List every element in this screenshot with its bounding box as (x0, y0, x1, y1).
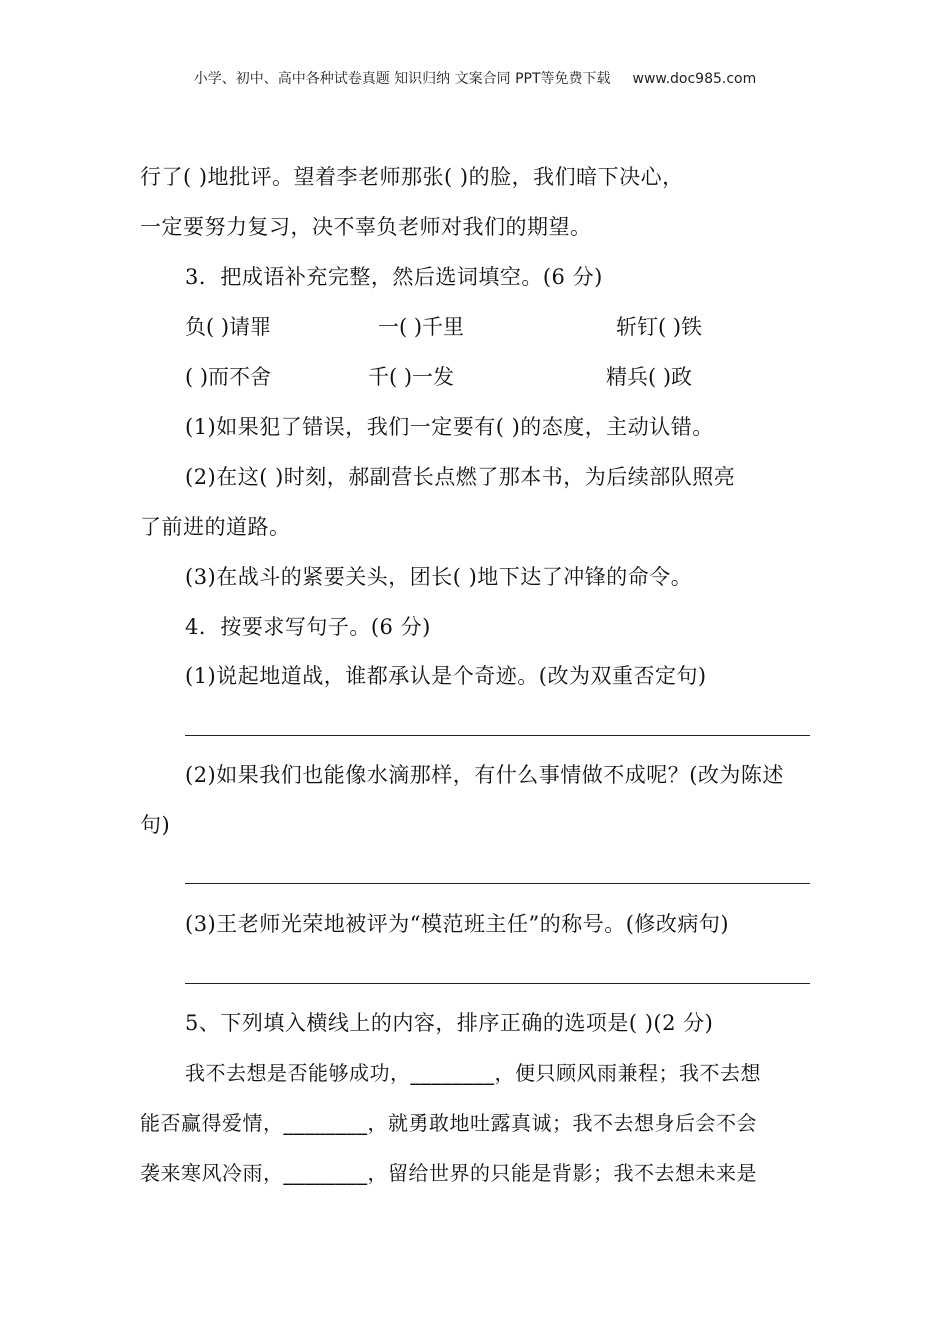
header-url: www.doc985.com (632, 71, 757, 87)
answer-line (185, 983, 810, 984)
page-header (0, 68, 950, 88)
q3-sentence-1: (1)如果犯了错误，我们一定要有( )的态度，主动认错。 (185, 415, 714, 439)
answer-line (185, 883, 810, 884)
paragraph-line: 一定要努力复习，决不辜负老师对我们的期望。 (140, 215, 592, 239)
paragraph-line: 行了( )地批评。望着李老师那张( )的脸，我们暗下决心， (140, 165, 684, 189)
idiom-blank: 千( )一发 (368, 365, 455, 389)
q4-sentence-2-cont: 句) (140, 813, 171, 837)
q3-sentence-2: (2)在这( )时刻，郝副营长点燃了那本书，为后续部队照亮 (185, 465, 736, 489)
q5-passage-line: 能否赢得爱情，________，就勇敢地吐露真诚；我不去想身后会不会 (140, 1111, 757, 1135)
question-3-title: 3．把成语补充完整，然后选词填空。(6 分) (185, 265, 603, 289)
q5-passage-line: 我不去想是否能够成功，________，便只顾风雨兼程；我不去想 (185, 1061, 761, 1085)
question-5-title: 5、下列填入横线上的内容，排序正确的选项是( )(2 分) (185, 1011, 714, 1035)
idiom-blank: ( )而不舍 (185, 365, 272, 389)
idiom-blank: 斩钉( )铁 (616, 315, 703, 339)
q4-sentence-3: (3)王老师光荣地被评为“模范班主任”的称号。(修改病句) (185, 912, 730, 936)
idiom-blank: 负( )请罪 (185, 315, 272, 339)
header-text: 小学、初中、高中各种试卷真题 知识归纳 文案合同 PPT等免费下载 (193, 71, 611, 87)
answer-line (185, 735, 810, 736)
idiom-blank: 精兵( )政 (606, 365, 693, 389)
q4-sentence-2: (2)如果我们也能像水滴那样，有什么事情做不成呢？(改为陈述 (185, 763, 784, 787)
idiom-blank: 一( )千里 (378, 315, 465, 339)
q3-sentence-3: (3)在战斗的紧要关头，团长( )地下达了冲锋的命令。 (185, 565, 693, 589)
q4-sentence-1: (1)说起地道战，谁都承认是个奇迹。(改为双重否定句) (185, 664, 707, 688)
question-4-title: 4．按要求写句子。(6 分) (185, 615, 431, 639)
q5-passage-line: 袭来寒风冷雨，________，留给世界的只能是背影；我不去想未来是 (140, 1161, 757, 1185)
q3-sentence-2-cont: 了前进的道路。 (140, 515, 291, 539)
